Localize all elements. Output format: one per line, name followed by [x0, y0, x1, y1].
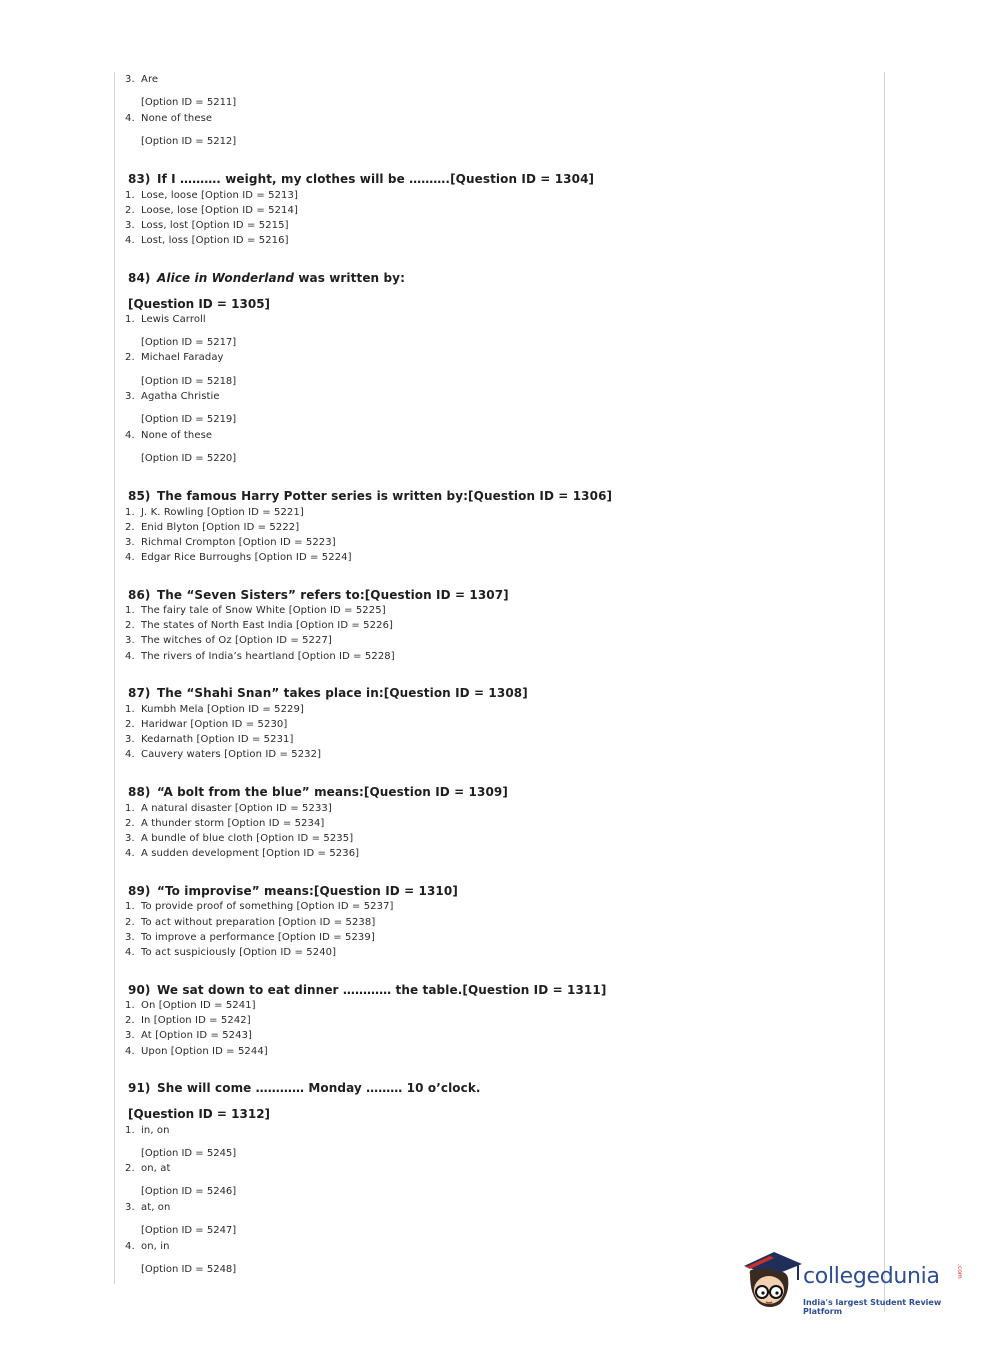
graduate-mascot-icon: [740, 1246, 804, 1318]
option-item: 2. To act without preparation [Option ID = 5238]: [125, 917, 376, 928]
option-item: 1. J. K. Rowling [Option ID = 5221]: [125, 507, 304, 518]
logo-tagline: India's largest Student Review Platform: [803, 1298, 942, 1316]
logo-suffix: .com: [956, 1264, 963, 1279]
question-heading: 84) Alice in Wonderland was written by:: [128, 271, 405, 285]
option-item: 1. A natural disaster [Option ID = 5233]: [125, 803, 332, 814]
option-item: 1. On [Option ID = 5241]: [125, 1000, 256, 1011]
question-heading: 88) “A bolt from the blue” means:[Question ID = 1309]: [128, 785, 508, 799]
option-id: [Option ID = 5246]: [141, 1186, 237, 1197]
option-item: 1. Kumbh Mela [Option ID = 5229]: [125, 704, 304, 715]
option-item: 4. Cauvery waters [Option ID = 5232]: [125, 749, 322, 760]
option-item: 4. Edgar Rice Burroughs [Option ID = 5224]: [125, 552, 352, 563]
option-item: 1. Lose, loose [Option ID = 5213]: [125, 190, 298, 201]
option-item: 3. Kedarnath [Option ID = 5231]: [125, 734, 294, 745]
option-item: 4. A sudden development [Option ID = 5236]: [125, 848, 360, 859]
option-item: 3. A bundle of blue cloth [Option ID = 5235]: [125, 833, 354, 844]
option-id: [Option ID = 5219]: [141, 414, 237, 425]
option-id: [Option ID = 5248]: [141, 1264, 237, 1275]
question-heading: 90) We sat down to eat dinner ………… the table.[Question ID = 1311]: [128, 983, 607, 997]
logo-wordmark: collegedunia: [803, 1264, 940, 1289]
option-item: 3. Agatha Christie: [125, 391, 220, 402]
question-heading: 91) She will come ………… Monday ……… 10 o’clock.: [128, 1081, 481, 1095]
option-item: 4. Lost, loss [Option ID = 5216]: [125, 235, 289, 246]
option-item: 2. Haridwar [Option ID = 5230]: [125, 719, 288, 730]
option-id: [Option ID = 5217]: [141, 337, 237, 348]
question-id: [Question ID = 1305]: [128, 297, 271, 311]
option-item: 2. The states of North East India [Option ID = 5226]: [125, 620, 394, 631]
question-heading: 86) The “Seven Sisters” refers to:[Question ID = 1307]: [128, 588, 509, 602]
option-item: 2. Michael Faraday: [125, 352, 224, 363]
question-heading: 83) If I ………. weight, my clothes will be ……….[Question ID = 1304]: [128, 172, 595, 186]
option-item: 2. on, at: [125, 1163, 171, 1174]
collegedunia-logo[interactable]: [740, 1246, 970, 1318]
option-item: 1. To provide proof of something [Option ID = 5237]: [125, 901, 394, 912]
option-item: 4. None of these: [125, 113, 213, 124]
question-id: [Question ID = 1312]: [128, 1107, 271, 1121]
option-item: 2. In [Option ID = 5242]: [125, 1015, 251, 1026]
option-item: 1. in, on: [125, 1125, 170, 1136]
option-item: 3. Loss, lost [Option ID = 5215]: [125, 220, 289, 231]
option-item: 4. None of these: [125, 430, 213, 441]
option-id: [Option ID = 5211]: [141, 97, 237, 108]
option-item: 3. at, on: [125, 1202, 171, 1213]
left-margin-line: [114, 72, 115, 1284]
option-id: [Option ID = 5220]: [141, 453, 237, 464]
option-item: 3. To improve a performance [Option ID = 5239]: [125, 932, 375, 943]
option-item: 2. A thunder storm [Option ID = 5234]: [125, 818, 325, 829]
option-item: 4. The rivers of India’s heartland [Option ID = 5228]: [125, 651, 395, 662]
option-id: [Option ID = 5218]: [141, 376, 237, 387]
option-id: [Option ID = 5245]: [141, 1148, 237, 1159]
option-item: 2. Enid Blyton [Option ID = 5222]: [125, 522, 300, 533]
option-id: [Option ID = 5212]: [141, 136, 237, 147]
option-item: 4. To act suspiciously [Option ID = 5240]: [125, 947, 337, 958]
right-margin-line: [884, 72, 885, 1312]
option-item: 1. Lewis Carroll: [125, 314, 206, 325]
option-id: [Option ID = 5247]: [141, 1225, 237, 1236]
question-heading: 89) “To improvise” means:[Question ID = 1310]: [128, 884, 458, 898]
option-item: 2. Loose, lose [Option ID = 5214]: [125, 205, 298, 216]
question-heading: 85) The famous Harry Potter series is written by:[Question ID = 1306]: [128, 489, 613, 503]
option-item: 1. The fairy tale of Snow White [Option ID = 5225]: [125, 605, 386, 616]
option-item: 3. The witches of Oz [Option ID = 5227]: [125, 635, 332, 646]
option-item: 3. Are: [125, 74, 159, 85]
option-item: 4. Upon [Option ID = 5244]: [125, 1046, 268, 1057]
question-heading: 87) The “Shahi Snan” takes place in:[Question ID = 1308]: [128, 686, 528, 700]
option-item: 3. At [Option ID = 5243]: [125, 1030, 253, 1041]
option-item: 4. on, in: [125, 1241, 170, 1252]
option-item: 3. Richmal Crompton [Option ID = 5223]: [125, 537, 336, 548]
